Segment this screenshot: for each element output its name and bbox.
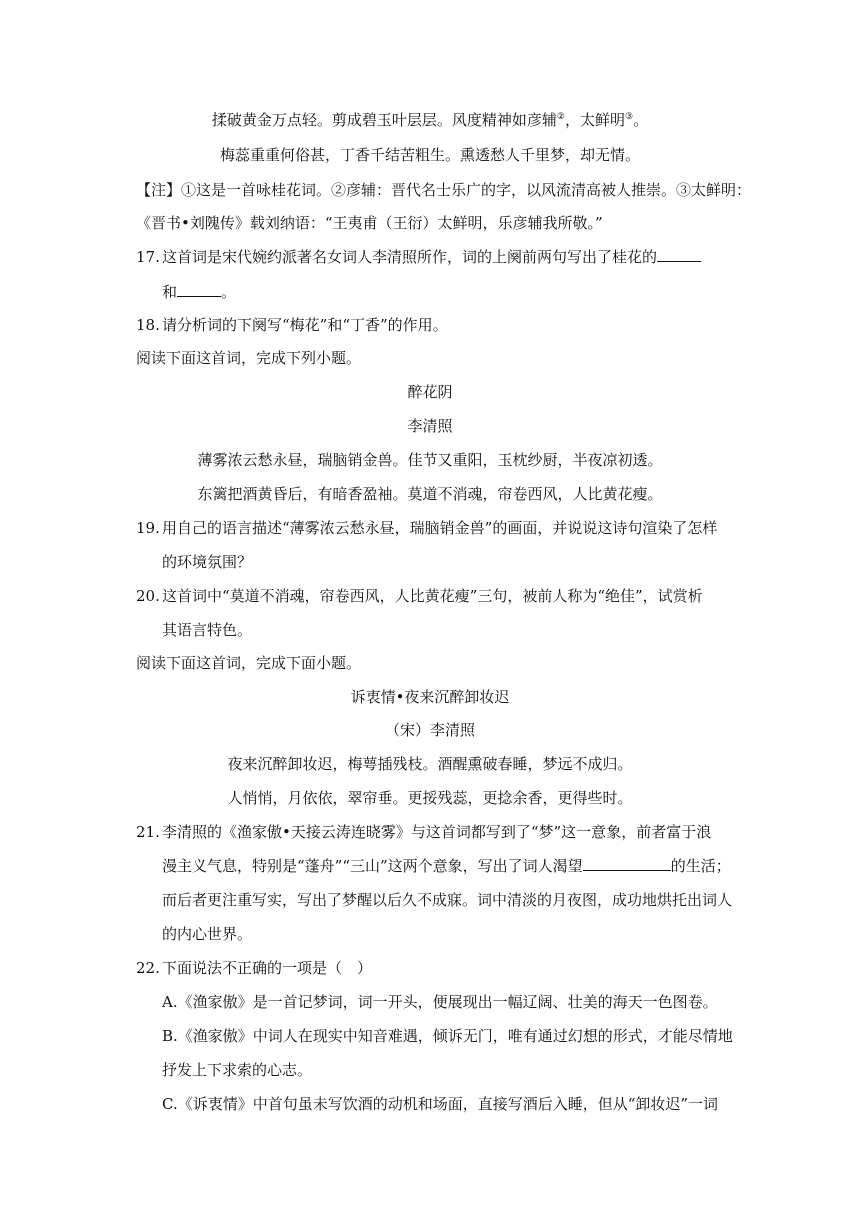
question-number: 18. [136, 316, 160, 334]
question-number: 17. [136, 248, 160, 266]
question-number: 20. [136, 587, 160, 605]
poem2-line2: 东篱把酒黄昏后，有暗香盈袖。莫道不消魂，帘卷西风，人比黄花瘦。 [197, 485, 663, 503]
poem2-line1: 薄雾浓云愁永昼，瑞脑销金兽。佳节又重阳，玉枕纱厨，半夜凉初透。 [197, 451, 663, 469]
question-20: 20. 这首词中“莫道不消魂，帘卷西风，人比黄花瘦”三句，被前人称为“绝佳”，试赏析 [136, 587, 703, 605]
question-21-line3: 而后者更注重写实，写出了梦醒以后久不成寐。词中清淡的月夜图，成功地烘托出词人 [162, 891, 733, 909]
poem3-author: （宋）李清照 [384, 721, 475, 739]
question-21-line2: 漫主义气息，特别是“蓬舟”“三山”这两个意象，写出了词人渴望 的生活； [162, 857, 731, 875]
question-19: 19. 用自己的语言描述“薄雾浓云愁永昼，瑞脑销金兽”的画面，并说说这诗句渲染了怎样 [136, 519, 718, 537]
option-c[interactable]: C.《诉衷情》中首句虽未写饮酒的动机和场面，直接写酒后入睡，但从“卸妆迟”一词 [162, 1095, 719, 1113]
reading-instruction: 阅读下面这首词，完成下面小题。 [136, 654, 362, 672]
note-line1: 【注】①这是一首咏桂花词。②彦辅：晋代名士乐广的字，以风流清高被人推崇。③太鲜明： [136, 181, 752, 199]
poem2-title: 醉花阴 [407, 383, 453, 401]
answer-blank[interactable] [583, 856, 671, 871]
question-21-line4: 的内心世界。 [162, 925, 253, 943]
option-b-cont: 抒发上下求索的心志。 [162, 1061, 313, 1079]
question-21: 21. 李清照的《渔家傲•天接云涛连晓雾》与这首词都写到了“梦”这一意象，前者富于浪 [136, 823, 712, 841]
question-number: 21. [136, 823, 160, 841]
poem3-line2: 人悄悄，月依依，翠帘垂。更挼残蕊，更捻余香，更得些时。 [227, 789, 633, 807]
answer-blank[interactable] [177, 282, 221, 297]
question-20-cont: 其语言特色。 [162, 621, 253, 639]
question-number: 22. [136, 959, 160, 977]
poem2-author: 李清照 [407, 417, 453, 435]
poem3-line1: 夜来沉醉卸妆迟，梅萼插残枝。酒醒熏破春睡，梦远不成归。 [227, 755, 633, 773]
answer-blank[interactable] [657, 247, 701, 262]
question-18: 18. 请分析词的下阕写“梅花”和“丁香”的作用。 [136, 316, 448, 334]
reading-instruction: 阅读下面这首词，完成下列小题。 [136, 349, 362, 367]
question-22: 22. 下面说法不正确的一项是（ ） [136, 959, 373, 977]
option-b[interactable]: B.《渔家傲》中词人在现实中知音难遇，倾诉无门，唯有通过幻想的形式，才能尽情地 [162, 1027, 733, 1045]
question-19-cont: 的环境氛围？ [162, 553, 253, 571]
question-17-cont: 和 。 [162, 283, 237, 301]
question-17: 17. 这首词是宋代婉约派著名女词人李清照所作，词的上阕前两句写出了桂花的 [136, 247, 701, 267]
poem1-line2: 梅蕊重重何俗甚，丁香千结苦粗生。熏透愁人千里梦，却无情。 [219, 146, 640, 164]
note-mark-2: ② [556, 112, 565, 122]
option-a[interactable]: A.《渔家傲》是一首记梦词，词一开头，便展现出一幅辽阔、壮美的海天一色图卷。 [162, 993, 718, 1011]
question-number: 19. [136, 519, 160, 537]
note-line2: 《晋书•刘隗传》载刘纳语：“王夷甫（王衍）太鲜明，乐彦辅我所敬。” [136, 214, 603, 232]
poem1-line1: 揉破黄金万点轻。剪成碧玉叶层层。风度精神如彦辅②，太鲜明③。 [211, 111, 649, 129]
note-mark-3: ③ [625, 112, 634, 122]
poem3-title: 诉衷情•夜来沉醉卸妆迟 [350, 688, 510, 706]
